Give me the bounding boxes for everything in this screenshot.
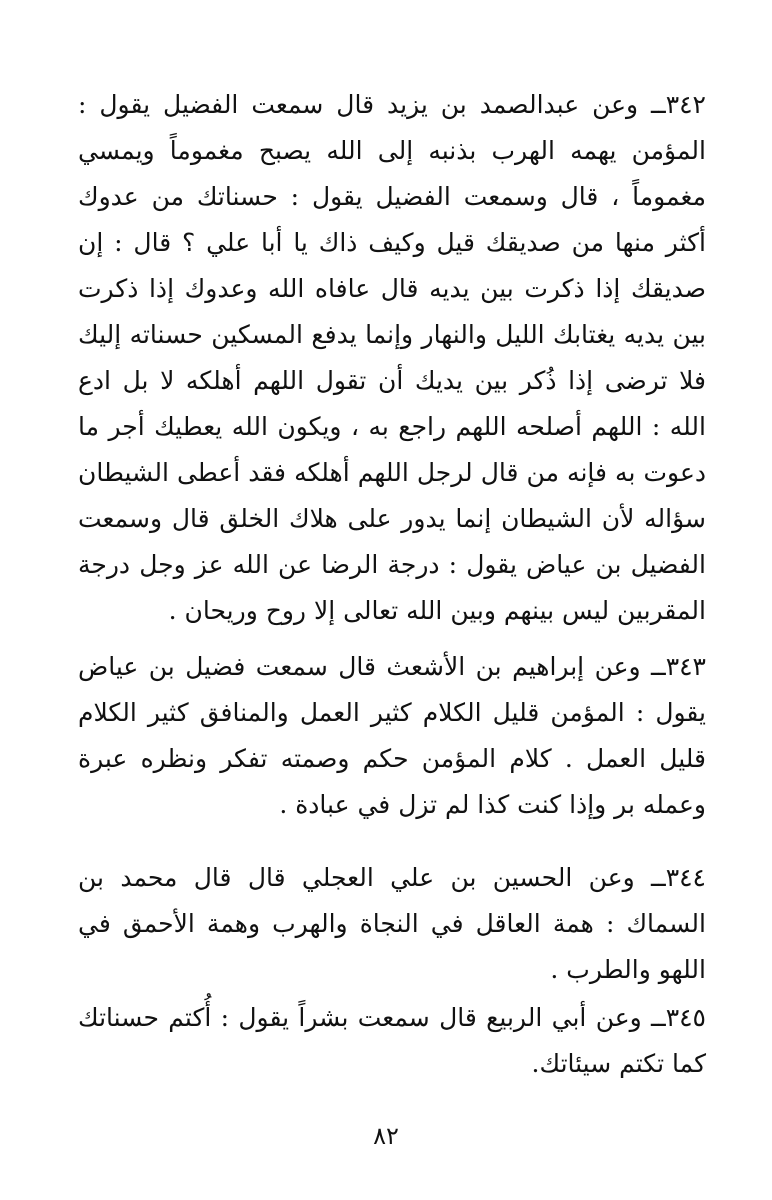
page-number: ٨٢ — [373, 1122, 399, 1150]
paragraph-number: ٣٤٣ — [665, 652, 706, 681]
paragraph-text: ــ وعن عبدالصمد بن يزيد قال سمعت الفضيل يقول : المؤمن يهمه الهرب بذنبه إلى الله يصبح مغموماً ويمسي مغموماً ، قال وسمعت الفضيل يقول : حسناتك من عدوك أكثر منها من صديقك قيل وكيف ذاك يا أبا علي ؟ قال : إن صديقك إذا ذكرت بين يديه قال عافاه الله وعدوك إذا ذكرت بين يديه يغتابك الليل والنهار وإنما يدفع المسكين حسناته إليك فلا ترضى إذا ذُكر بين يديك أن تقول اللهم أهلكه لا بل ادع الله : اللهم أصلحه اللهم راجع به ، ويكون الله يعطيك أجر ما دعوت به فإنه من قال لرجل اللهم أهلكه فقد أعطى الشيطان سؤاله لأن الشيطان إنما يدور على هلاك الخلق قال وسمعت الفضيل بن عياض يقول : درجة الرضا عن الله عز وجل درجة المقربين ليس بينهم وبين الله تعالى إلا روح وريحان . — [78, 90, 706, 625]
paragraph-text: ــ وعن أبي الربيع قال سمعت بشراً يقول : أُكتم حسناتك كما تكتم سيئاتك. — [78, 1003, 706, 1078]
paragraph-345 — [78, 995, 706, 1087]
paragraph-344 — [78, 855, 706, 993]
paragraph-text: ــ وعن الحسين بن علي العجلي قال قال محمد بن السماك : همة العاقل في النجاة والهرب وهمة الأحمق في اللهو والطرب . — [78, 863, 706, 984]
paragraph-number: ٣٤٢ — [665, 90, 706, 119]
paragraph-number: ٣٤٥ — [665, 1003, 706, 1032]
paragraph-text: ــ وعن إبراهيم بن الأشعث قال سمعت فضيل بن عياض يقول : المؤمن قليل الكلام كثير العمل والمنافق كثير الكلام قليل العمل . كلام المؤمن حكم وصمته تفكر ونظره عبرة وعمله بر وإذا كنت كذا لم تزل في عبادة . — [78, 652, 706, 819]
paragraph-342 — [78, 82, 706, 634]
paragraph-number: ٣٤٤ — [665, 863, 706, 892]
paragraph-343 — [78, 644, 706, 828]
